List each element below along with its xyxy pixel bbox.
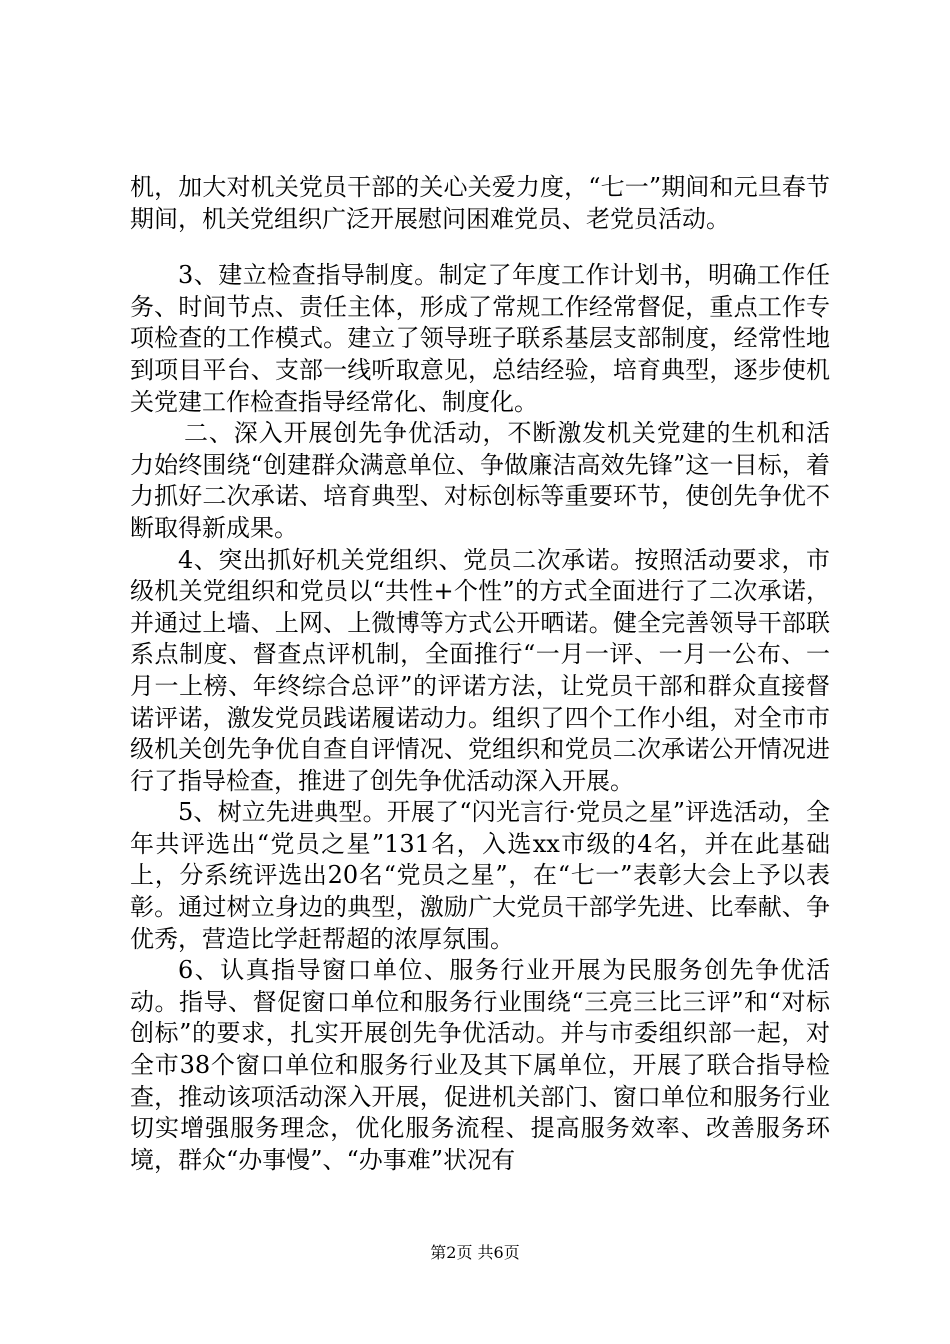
page-footer: 第2页 共6页 [430, 1243, 520, 1262]
paragraph-section-2: 二、深入开展创先争优活动，不断激发机关党建的生机和活力始终围绕“创建群众满意单位、争做廉洁高效先锋”这一目标，着力抓好二次承诺、培育典型、对标创标等重要环节，使创先争优不断取得新成果。 [130, 419, 830, 542]
paragraph-continuation: 机，加大对机关党员干部的关心关爱力度，“七一”期间和元旦春节期间，机关党组织广泛开展慰问困难党员、老党员活动。 [130, 173, 830, 233]
paragraph-item-3: 3、建立检查指导制度。制定了年度工作计划书，明确工作任务、时间节点、责任主体，形成了常规工作经常督促，重点工作专项检查的工作模式。建立了领导班子联系基层支部制度，经常性地到项目平台、支部一线听取意见，总结经验，培育典型，逐步使机关党建工作检查指导经常化、制度化。 [130, 261, 830, 416]
document-body [130, 172, 830, 1176]
paragraph-item-4: 4、突出抓好机关党组织、党员二次承诺。按照活动要求，市级机关党组织和党员以“共性+个性”的方式全面进行了二次承诺，并通过上墙、上网、上微博等方式公开晒诺。健全完善领导干部联系点制度、督查点评机制，全面推行“一月一评、一月一公布、一月一上榜、年终综合总评”的评诺方法，让党员干部和群众直接督诺评诺，激发党员践诺履诺动力。组织了四个工作小组，对全市市级机关创先争优自查自评情况、党组织和党员二次承诺公开情况进行了指导检查，推进了创先争优活动深入开展。 [130, 545, 830, 795]
paragraph-item-5: 5、树立先进典型。开展了“闪光言行·党员之星”评选活动，全年共评选出“党员之星”131名，入选xx市级的4名，并在此基础上，分系统评选出20名“党员之星”，在“七一”表彰大会上予以表彰。通过树立身边的典型，激励广大党员干部学先进、比奉献、争优秀，营造比学赶帮超的浓厚氛围。 [130, 798, 830, 953]
paragraph-item-6: 6、认真指导窗口单位、服务行业开展为民服务创先争优活动。指导、督促窗口单位和服务行业围绕“三亮三比三评”和“对标创标”的要求，扎实开展创先争优活动。并与市委组织部一起，对全市38个窗口单位和服务行业及其下属单位，开展了联合指导检查，推动该项活动深入开展，促进机关部门、窗口单位和服务行业切实增强服务理念，优化服务流程、提高服务效率、改善服务环境，群众“办事慢”、“办事难”状况有 [130, 956, 830, 1174]
